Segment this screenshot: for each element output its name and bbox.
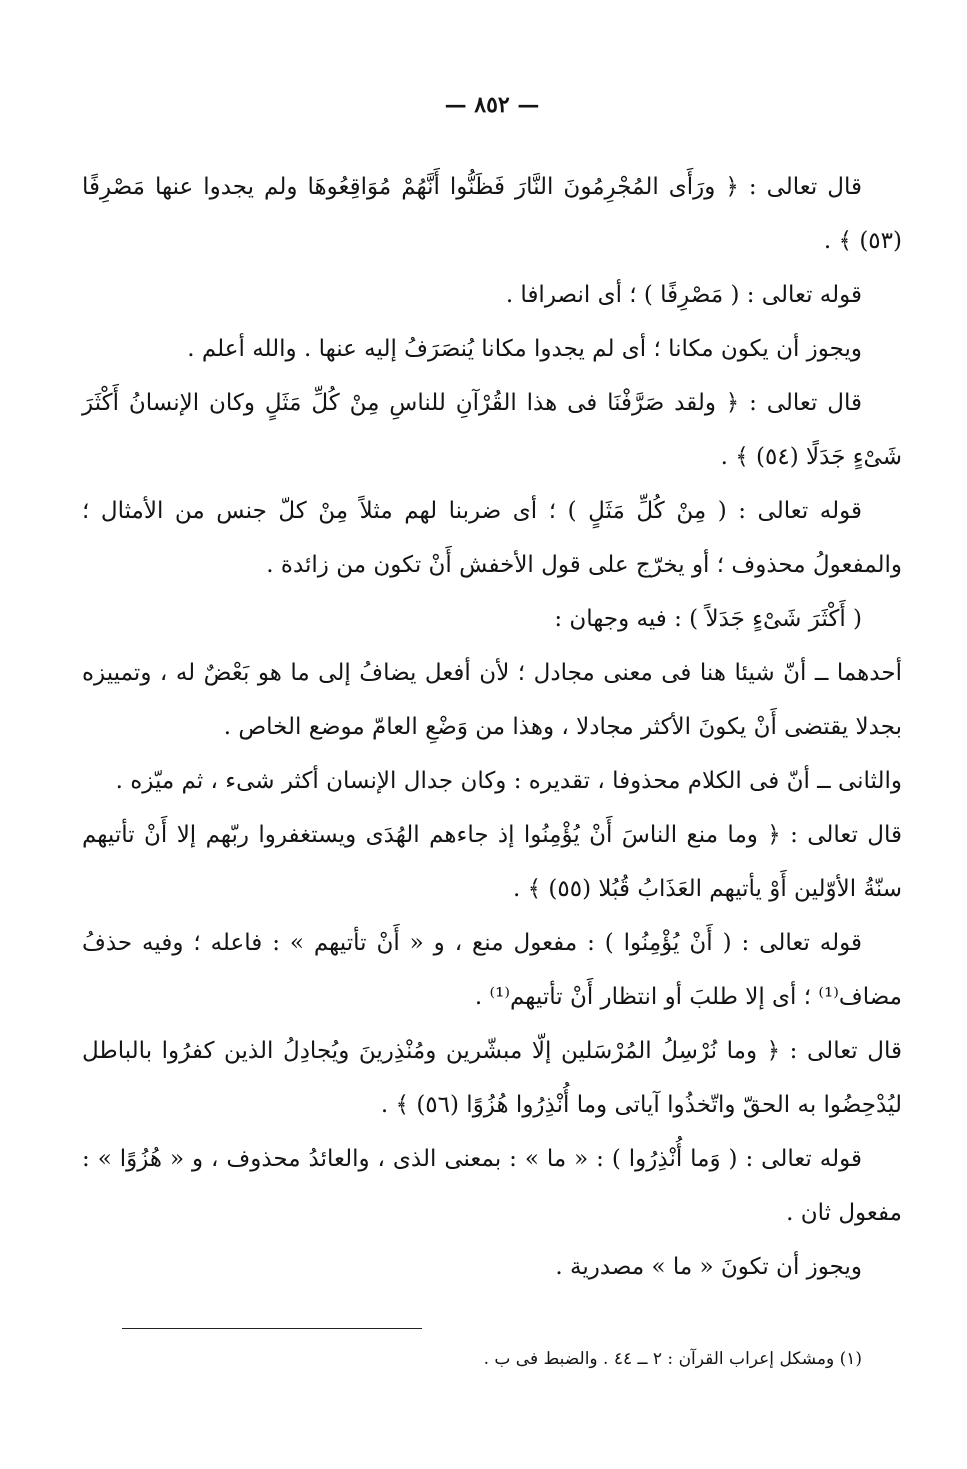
footnote: (١) ومشكل إعراب القرآن : ٢ ــ ٤٤ . والضبط فى ب .: [483, 1349, 862, 1369]
verse-54: قال تعالى : ﴿ ولقد صَرَّفْنَا فى هذا القُرْآنِ للناسِ مِنْ كُلِّ مَثَلٍ وكان الإنسانُ أَكْثَرَ شَىْءٍ جَدَلًا (٥٤) ﴾ .: [82, 390, 902, 470]
commentary-paragraph: قوله تعالى : ( أَنْ يُؤْمِنُوا ) : مفعول منع ، و « أَنْ تأتيهم » : فاعله ؛ وفيه حذفُ مضاف⁽¹⁾ ؛ أى إلا طلبَ أو انتظار أَنْ تأتيهم⁽¹⁾ .: [82, 930, 902, 1010]
commentary-paragraph: قوله تعالى : ( وَما أُنْذِرُوا ) : « ما » : بمعنى الذى ، والعائدُ محذوف ، و « هُزُوًا » : مفعول ثان .: [82, 1146, 902, 1226]
commentary-paragraph: ويجوز أن يكون مكانا ؛ أى لم يجدوا مكانا يُنصَرَفُ إليه عنها . والله أعلم .: [187, 336, 862, 362]
commentary-paragraph: قوله تعالى : ( مَصْرِفًا ) ؛ أى انصرافا .: [505, 282, 862, 308]
body-text: [82, 160, 902, 1294]
book-page: [82, 0, 902, 1469]
commentary-paragraph: والثانى ــ أنّ فى الكلام محذوفا ، تقديره : وكان جدال الإنسان أكثر شىء ، ثم ميّزه .: [115, 768, 902, 794]
verse-55: قال تعالى : ﴿ وما منع الناسَ أَنْ يُؤْمِنُوا إذ جاءهم الهُدَى ويستغفروا ربّهم إلا أَنْ تأتيهم سنّةُ الأوّلين أَوْ يأتيهم العَذَابُ قُبُلا (٥٥) ﴾ .: [82, 822, 902, 902]
commentary-paragraph: ( أَكْثَرَ شَىْءٍ جَدَلاً ) : فيه وجهان :: [554, 606, 862, 632]
commentary-paragraph: قوله تعالى : ( مِنْ كُلِّ مَثَلٍ ) ؛ أى ضربنا لهم مثلاً مِنْ كلّ جنس من الأمثال ؛ والمفعولُ محذوف ؛ أو يخرّج على قول الأخفش أَنْ تكون من زائدة .: [82, 498, 902, 578]
page-number: — ٨٥٢ —: [444, 92, 540, 118]
commentary-paragraph: ويجوز أن تكونَ « ما » مصدرية .: [555, 1254, 862, 1280]
verse-53: قال تعالى : ﴿ ورَأَى المُجْرِمُونَ النَّارَ فَظَنُّوا أَنَّهُمْ مُوَاقِعُوهَا ولم يجدوا عنها مَصْرِفًا (٥٣) ﴾ .: [82, 174, 902, 254]
footnote-divider: [122, 1328, 422, 1329]
commentary-paragraph: أحدهما ــ أنّ شيئا هنا فى معنى مجادل ؛ لأن أفعل يضافُ إلى ما هو بَعْضٌ له ، وتمييزه بجدلا يقتضى أَنْ يكونَ الأكثر مجادلا ، وهذا من وَضْعِ العامّ موضع الخاص .: [82, 660, 902, 740]
verse-56: قال تعالى : ﴿ وما نُرْسِلُ المُرْسَلين إلّا مبشّرين ومُنْذِرينَ ويُجادِلُ الذين كفرُوا بالباطل ليُدْحِضُوا به الحقّ واتّخذُوا آياتى وما أُنْذِرُوا هُزُوًا (٥٦) ﴾ .: [82, 1038, 902, 1118]
